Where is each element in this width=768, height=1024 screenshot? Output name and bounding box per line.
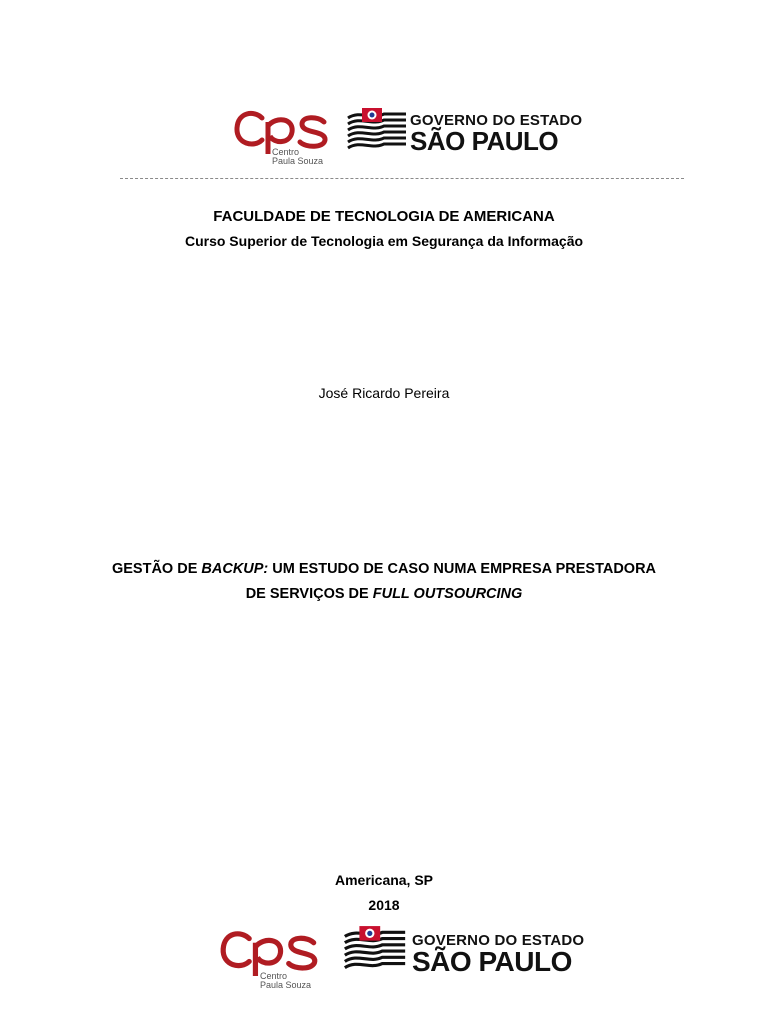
sp-logo-line1-footer: GOVERNO DO ESTADO (412, 932, 585, 949)
year: 2018 (368, 897, 400, 913)
header-logos (0, 100, 768, 180)
sp-logo-line2-footer: SÃO PAULO (412, 946, 572, 977)
footer-logos (0, 918, 768, 998)
title-line1-suffix: UM ESTUDO DE CASO NUMA EMPRESA PRESTADORA (268, 561, 657, 577)
title-line1-prefix: GESTÃO DE (111, 561, 202, 577)
institution-name: FACULDADE DE TECNOLOGIA DE AMERICANA (213, 208, 555, 225)
cps-logo-mark-footer (218, 924, 322, 976)
cps-logo-caption-footer (260, 972, 311, 990)
cps-logo-footer (218, 924, 318, 994)
title-line1-italic: BACKUP: (201, 561, 269, 577)
sao-paulo-flag-emblem-footer (342, 924, 408, 976)
sp-logo-line2: SÃO PAULO (410, 126, 559, 156)
title-line2-prefix: DE SERVIÇOS DE (245, 586, 373, 602)
cps-caption-line2: Paula Souza (272, 156, 324, 166)
header-divider (120, 178, 684, 179)
cps-caption-line2-footer: Paula Souza (260, 980, 312, 990)
sp-government-logo (346, 106, 583, 166)
title-line-1 (0, 561, 768, 577)
cps-caption-line1: Centro (272, 147, 300, 157)
sp-logo-line1: GOVERNO DO ESTADO (410, 112, 583, 129)
place: Americana, SP (334, 872, 434, 888)
sao-paulo-flag-emblem (346, 106, 408, 156)
title-line2-italic: FULL OUTSOURCING (372, 586, 523, 602)
course-name: Curso Superior de Tecnologia em Segurança da Informação (184, 233, 584, 249)
cps-logo (232, 104, 332, 174)
author-name: José Ricardo Pereira (318, 385, 450, 401)
cps-logo-caption (272, 148, 323, 166)
sp-government-logo-footer (342, 924, 585, 984)
cps-caption-line1-footer: Centro (260, 971, 288, 981)
title-line-2 (0, 586, 768, 602)
